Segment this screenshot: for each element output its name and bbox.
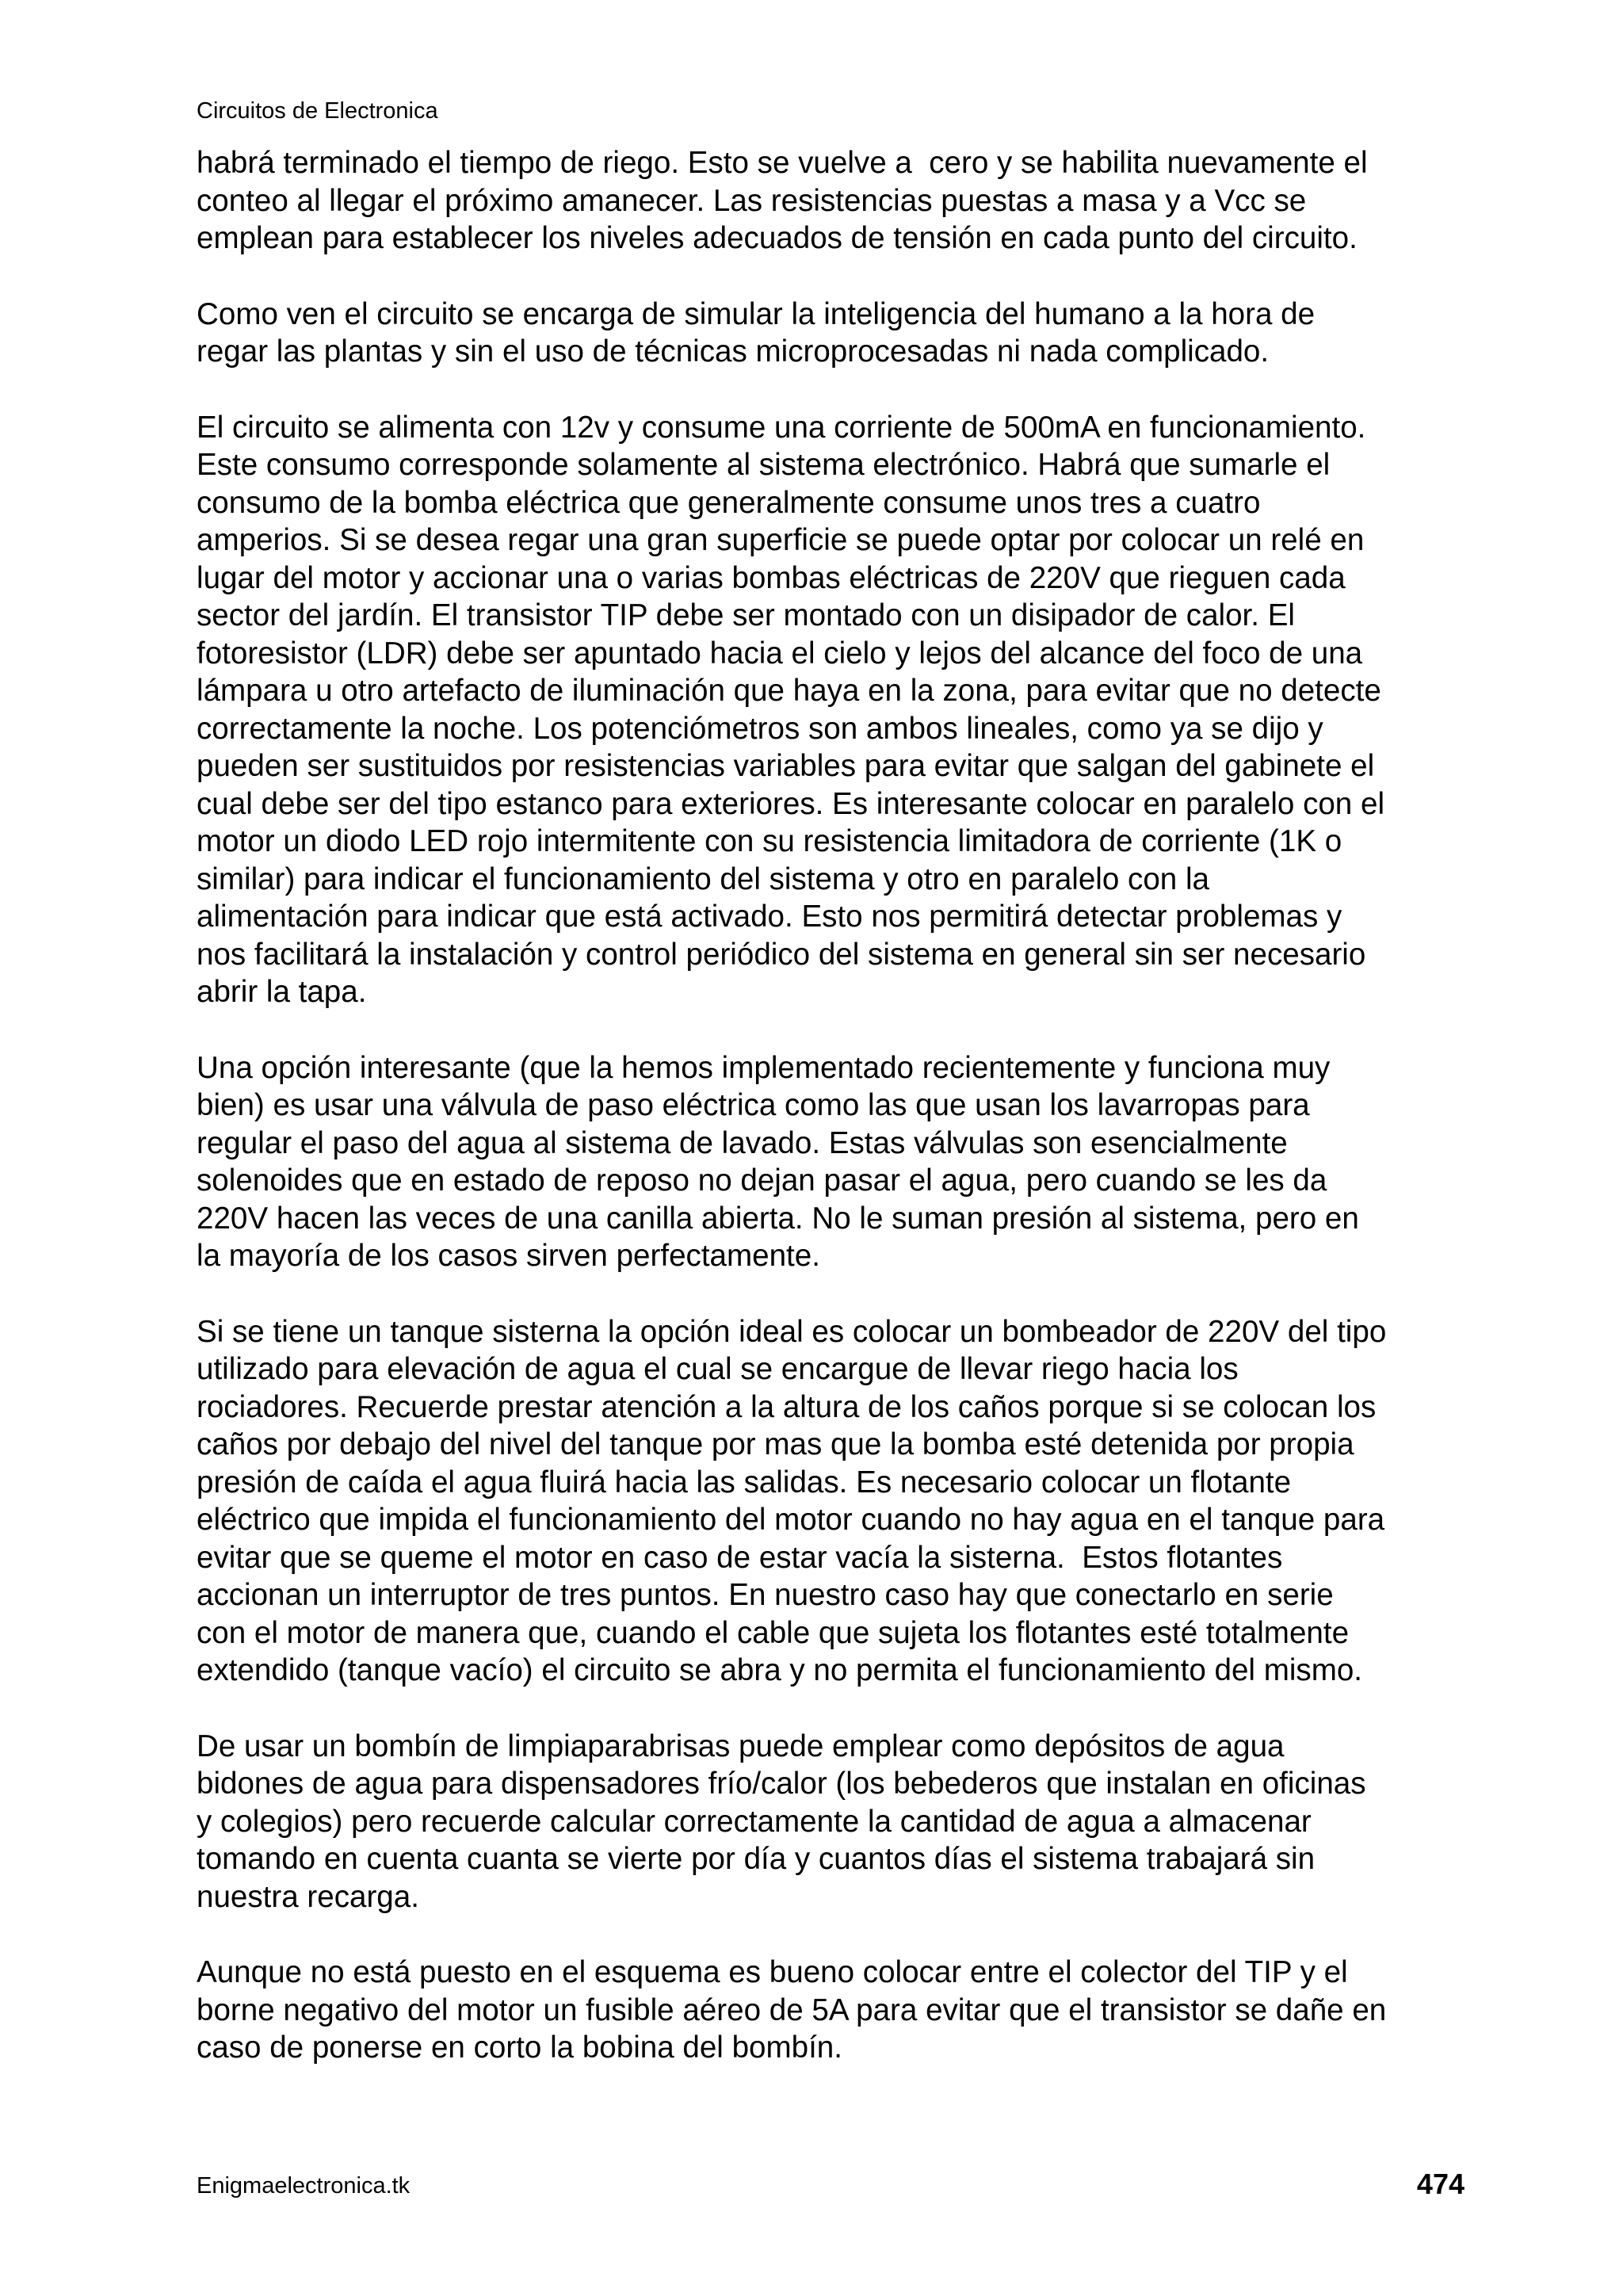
text-line: Una opción interesante (que la hemos implementado recientemente y funciona muy	[197, 1050, 1331, 1085]
text-line: De usar un bombín de limpiaparabrisas puede emplear como depósitos de agua	[197, 1729, 1285, 1763]
text-line: motor un diodo LED rojo intermitente con su resistencia limitadora de corriente (1K o	[197, 824, 1342, 858]
paragraph	[197, 1313, 1496, 1690]
text-line: presión de caída el agua fluirá hacia las salidas. Es necesario colocar un flotante	[197, 1465, 1292, 1499]
text-line: con el motor de manera que, cuando el cable que sujeta los flotantes esté totalmente	[197, 1615, 1350, 1650]
text-line: cual debe ser del tipo estanco para exteriores. Es interesante colocar en paralelo con el	[197, 786, 1385, 821]
text-line: Aunque no está puesto en el esquema es bueno colocar entre el colector del TIP y el	[197, 1955, 1348, 1989]
page-number: 474	[1416, 2168, 1465, 2200]
text-line: abrir la tapa.	[197, 975, 367, 1009]
text-line: fotoresistor (LDR) debe ser apuntado hacia el cielo y lejos del alcance del foco de una	[197, 636, 1363, 670]
text-line: caso de ponerse en corto la bobina del bombín.	[197, 2030, 842, 2065]
text-line: Como ven el circuito se encarga de simular la inteligencia del humano a la hora de	[197, 296, 1316, 331]
text-line: pueden ser sustituidos por resistencias variables para evitar que salgan del gabinete el	[197, 749, 1375, 783]
text-line: borne negativo del motor un fusible aéreo de 5A para evitar que el transistor se dañe en	[197, 1992, 1387, 2027]
text-line: Si se tiene un tanque sisterna la opción ideal es colocar un bombeador de 220V del tipo	[197, 1314, 1387, 1349]
text-line: y colegios) pero recuerde calcular correctamente la cantidad de agua a almacenar	[197, 1804, 1312, 1839]
text-line: sector del jardín. El transistor TIP debe ser montado con un disipador de calor. El	[197, 598, 1296, 632]
text-line: accionan un interruptor de tres puntos. En nuestro caso hay que conectarlo en serie	[197, 1578, 1334, 1612]
text-line: habrá terminado el tiempo de riego. Esto se vuelve a cero y se habilita nuevamente el	[197, 146, 1368, 180]
text-line: Este consumo corresponde solamente al sistema electrónico. Habrá que sumarle el	[197, 448, 1331, 482]
text-line: utilizado para elevación de agua el cual se encargue de llevar riego hacia los	[197, 1352, 1239, 1386]
paragraph	[197, 409, 1496, 1011]
text-line: amperios. Si se desea regar una gran superficie se puede optar por colocar un relé en	[197, 523, 1365, 557]
paragraph	[197, 296, 1496, 371]
text-line: bidones de agua para dispensadores frío/calor (los bebederos que instalan en oficinas	[197, 1767, 1366, 1801]
text-line: alimentación para indicar que está activado. Esto nos permitirá detectar problemas y	[197, 900, 1342, 934]
text-line: la mayoría de los casos sirven perfectamente.	[197, 1239, 820, 1273]
text-line: caños por debajo del nivel del tanque por mas que la bomba esté detenida por propia	[197, 1427, 1354, 1461]
text-line: correctamente la noche. Los potenciómetros son ambos lineales, como ya se dijo y	[197, 711, 1323, 746]
paragraph	[197, 1728, 1496, 1916]
text-line: lugar del motor y accionar una o varias bombas eléctricas de 220V que rieguen cada	[197, 560, 1346, 595]
text-line: nos facilitará la instalación y control periódico del sistema en general sin ser necesario	[197, 937, 1366, 972]
text-line: solenoides que en estado de reposo no dejan pasar el agua, pero cuando se les da	[197, 1163, 1327, 1198]
text-line: El circuito se alimenta con 12v y consume una corriente de 500mA en funcionamiento.	[197, 410, 1366, 445]
text-line: consumo de la bomba eléctrica que generalmente consume unos tres a cuatro	[197, 485, 1261, 520]
text-line: 220V hacen las veces de una canilla abierta. No le suman presión al sistema, pero en	[197, 1201, 1359, 1236]
text-line: lámpara u otro artefacto de iluminación que haya en la zona, para evitar que no detecte	[197, 674, 1381, 708]
text-line: rociadores. Recuerde prestar atención a la altura de los caños porque si se colocan los	[197, 1389, 1377, 1424]
text-line: tomando en cuenta cuanta se vierte por día y cuantos días el sistema trabajará sin	[197, 1842, 1316, 1876]
text-line: emplean para establecer los niveles adecuados de tensión en cada punto del circuito.	[197, 221, 1358, 255]
text-line: nuestra recarga.	[197, 1879, 419, 1914]
text-line: evitar que se queme el motor en caso de estar vacía la sisterna. Estos flotantes	[197, 1540, 1283, 1575]
paragraph	[197, 144, 1496, 258]
footer-site: Enigmaelectronica.tk	[197, 2173, 411, 2199]
text-line: eléctrico que impida el funcionamiento del motor cuando no hay agua en el tanque para	[197, 1503, 1385, 1537]
text-line: regular el paso del agua al sistema de lavado. Estas válvulas son esencialmente	[197, 1125, 1288, 1160]
text-line: similar) para indicar el funcionamiento del sistema y otro en paralelo con la	[197, 861, 1209, 896]
text-line: conteo al llegar el próximo amanecer. Las resistencias puestas a masa y a Vcc se	[197, 183, 1307, 218]
text-line: bien) es usar una válvula de paso eléctrica como las que usan los lavarropas para	[197, 1088, 1310, 1122]
text-line: regar las plantas y sin el uso de técnicas microprocesadas ni nada complicado.	[197, 334, 1270, 369]
paragraph	[197, 1954, 1496, 2067]
document-body	[197, 144, 1496, 2105]
page-header-title: Circuitos de Electronica	[197, 98, 438, 124]
text-line: extendido (tanque vacío) el circuito se abra y no permita el funcionamiento del mismo.	[197, 1653, 1363, 1687]
paragraph	[197, 1049, 1496, 1275]
